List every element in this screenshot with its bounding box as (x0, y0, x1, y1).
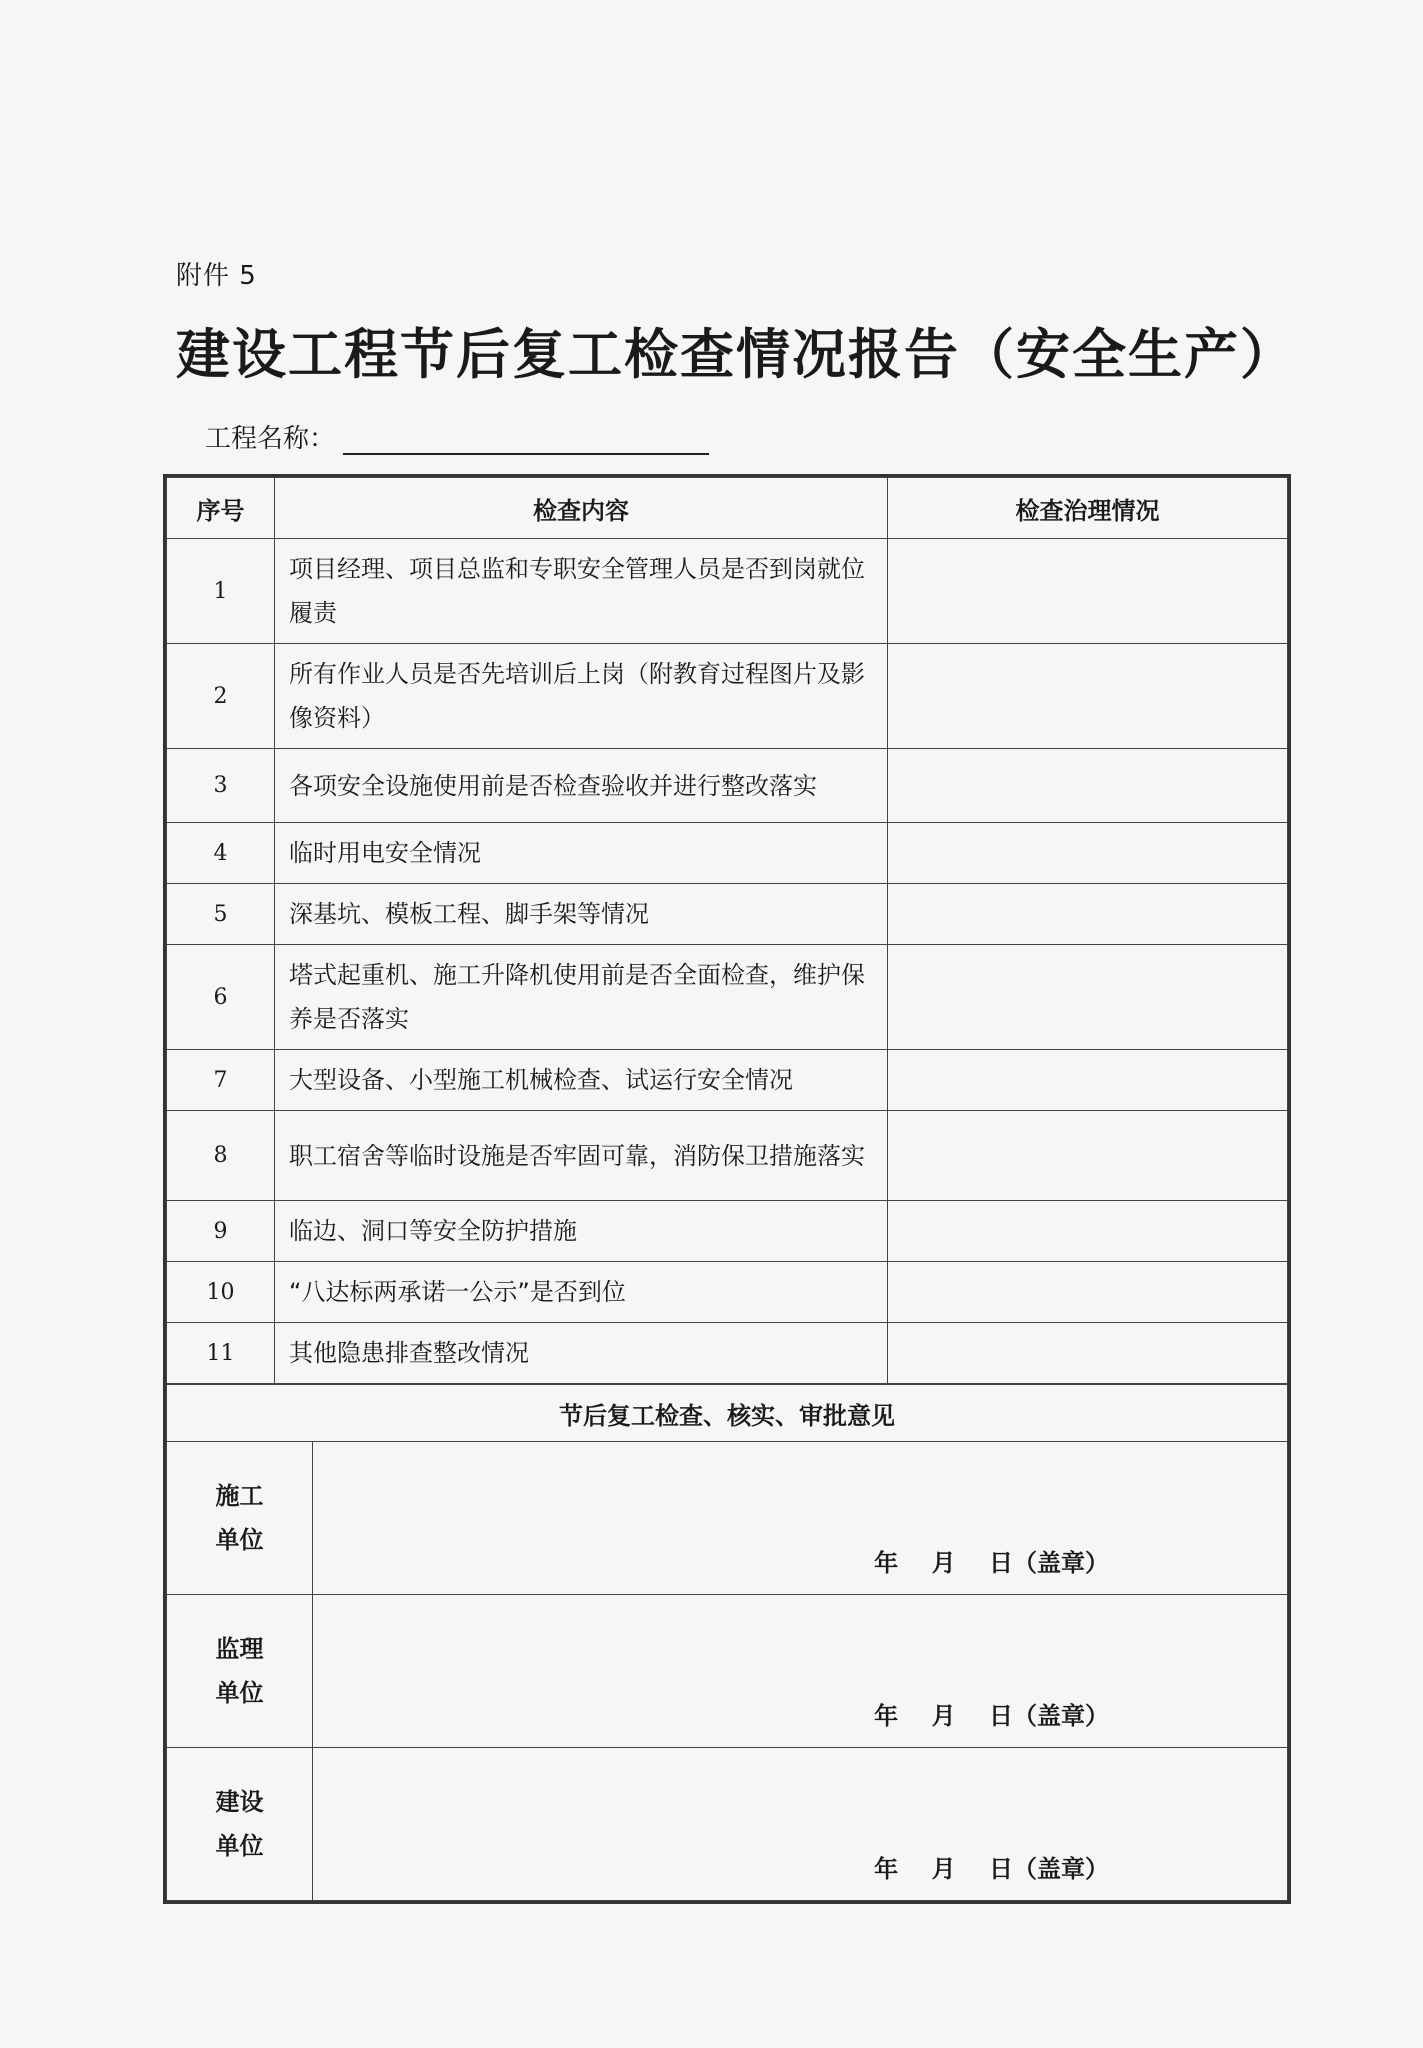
row-no: 5 (167, 884, 275, 945)
inspection-table (166, 477, 1288, 1384)
row-content: 深基坑、模板工程、脚手架等情况 (275, 884, 888, 945)
row-status-cell[interactable] (888, 823, 1288, 884)
row-status-cell[interactable] (888, 539, 1288, 644)
row-status-cell[interactable] (888, 1323, 1288, 1384)
signature-opinion-cell[interactable] (313, 1748, 1288, 1901)
signature-date: 年 月 日（盖章） (874, 1702, 1109, 1730)
table-row (167, 1262, 1288, 1323)
row-no: 8 (167, 1111, 275, 1201)
row-content: 临时用电安全情况 (275, 823, 888, 884)
row-no: 11 (167, 1323, 275, 1384)
signature-label-line-1: 建设 (215, 1788, 264, 1816)
row-no: 3 (167, 749, 275, 823)
approval-table (166, 1384, 1288, 1901)
table-row (167, 749, 1288, 823)
signature-label (167, 1442, 313, 1595)
table-row (167, 1323, 1288, 1384)
row-status-cell[interactable] (888, 1201, 1288, 1262)
table-row (167, 823, 1288, 884)
table-row (167, 884, 1288, 945)
signature-row-construction (167, 1442, 1288, 1595)
row-status-cell[interactable] (888, 644, 1288, 749)
row-content: 所有作业人员是否先培训后上岗（附教育过程图片及影像资料） (275, 644, 888, 749)
row-no: 7 (167, 1050, 275, 1111)
row-content: 塔式起重机、施工升降机使用前是否全面检查，维护保养是否落实 (275, 945, 888, 1050)
signature-row-supervision (167, 1595, 1288, 1748)
signature-label-line-2: 单位 (215, 1679, 264, 1707)
signature-label-line-2: 单位 (215, 1832, 264, 1860)
row-no: 9 (167, 1201, 275, 1262)
table-row (167, 539, 1288, 644)
row-status-cell[interactable] (888, 884, 1288, 945)
row-no: 2 (167, 644, 275, 749)
row-content: 临边、洞口等安全防护措施 (275, 1201, 888, 1262)
row-status-cell[interactable] (888, 1111, 1288, 1201)
header-no: 序号 (167, 478, 275, 539)
page-title: 建设工程节后复工检查情况报告（安全生产） (176, 322, 1296, 386)
signature-opinion-cell[interactable] (313, 1442, 1288, 1595)
row-no: 10 (167, 1262, 275, 1323)
row-status-cell[interactable] (888, 1262, 1288, 1323)
table-row (167, 1201, 1288, 1262)
table-row (167, 945, 1288, 1050)
header-content: 检查内容 (275, 478, 888, 539)
header-status: 检查治理情况 (888, 478, 1288, 539)
project-name-label: 工程名称： (205, 424, 336, 454)
signature-opinion-cell[interactable] (313, 1595, 1288, 1748)
row-status-cell[interactable] (888, 1050, 1288, 1111)
signature-date: 年 月 日（盖章） (874, 1549, 1109, 1577)
signature-label-line-1: 施工 (215, 1482, 264, 1510)
row-content: 其他隐患排查整改情况 (275, 1323, 888, 1384)
approval-title: 节后复工检查、核实、审批意见 (167, 1385, 1288, 1442)
signature-label (167, 1595, 313, 1748)
row-no: 4 (167, 823, 275, 884)
row-content: 各项安全设施使用前是否检查验收并进行整改落实 (275, 749, 888, 823)
row-no: 1 (167, 539, 275, 644)
row-status-cell[interactable] (888, 945, 1288, 1050)
inspection-form (163, 474, 1291, 1904)
table-row (167, 1050, 1288, 1111)
project-name-row (205, 418, 709, 455)
signature-date: 年 月 日（盖章） (874, 1855, 1109, 1883)
row-content: “八达标两承诺一公示”是否到位 (275, 1262, 888, 1323)
row-content: 大型设备、小型施工机械检查、试运行安全情况 (275, 1050, 888, 1111)
table-row (167, 644, 1288, 749)
row-status-cell[interactable] (888, 749, 1288, 823)
table-row (167, 1111, 1288, 1201)
signature-label-line-1: 监理 (215, 1635, 264, 1663)
attachment-label: 附件 5 (176, 261, 257, 291)
row-content: 职工宿舍等临时设施是否牢固可靠，消防保卫措施落实 (275, 1111, 888, 1201)
signature-row-owner (167, 1748, 1288, 1901)
row-content: 项目经理、项目总监和专职安全管理人员是否到岗就位履责 (275, 539, 888, 644)
table-header-row (167, 478, 1288, 539)
signature-label (167, 1748, 313, 1901)
project-name-field[interactable] (343, 423, 709, 455)
row-no: 6 (167, 945, 275, 1050)
signature-label-line-2: 单位 (215, 1526, 264, 1554)
